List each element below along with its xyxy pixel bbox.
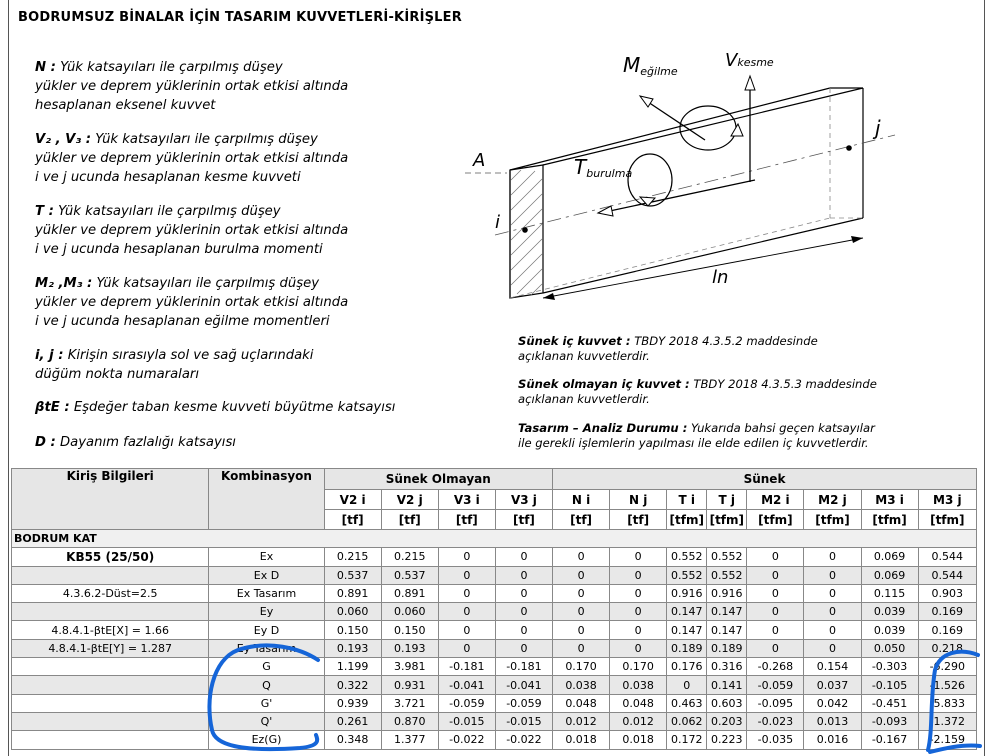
column-unit: [tf] [553,510,610,530]
design-forces-table [11,468,977,750]
value-cell: 0.038 [610,676,667,694]
value-cell: 0.069 [861,566,918,584]
value-cell: 0 [747,621,804,639]
value-cell: 0 [747,566,804,584]
column-header: V3 j [495,490,552,510]
value-cell: -0.095 [747,694,804,712]
column-header: M2 i [747,490,804,510]
value-cell: 0 [804,603,861,621]
value-cell: -0.035 [747,731,804,749]
value-cell: 0 [610,566,667,584]
value-cell: 0.537 [381,566,438,584]
definition-line: yükler ve deprem yüklerinin ortak etkisi altında [35,79,349,94]
value-cell: 0.348 [324,731,381,749]
value-cell: 0 [804,566,861,584]
value-cell: 0 [495,584,552,602]
value-cell: 0.189 [707,639,747,657]
definition-symbol: i, j : [35,348,64,363]
note-text: TBDY 2018 4.3.5.2 maddesinde [630,334,818,348]
column-header: V2 i [324,490,381,510]
value-cell: 0.154 [804,658,861,676]
value-cell: 0.916 [707,584,747,602]
value-cell: 0.147 [667,621,707,639]
definition-text: Yük katsayıları ile çarpılmış düşey [55,60,283,75]
value-cell: -6.290 [918,658,976,676]
header-kiris-bilgileri: Kiriş Bilgileri [12,469,209,530]
column-unit: [tf] [438,510,495,530]
moment-label: Meğilme [623,53,678,78]
note-heading: Sünek iç kuvvet : [518,334,631,348]
value-cell: 0.048 [553,694,610,712]
value-cell: 0.322 [324,676,381,694]
value-cell: 0.176 [667,658,707,676]
definition-item [35,398,455,417]
value-cell: 0 [438,621,495,639]
value-cell: -5.833 [918,694,976,712]
combination-cell: Ey Tasarım [209,639,324,657]
value-cell: 0.261 [324,712,381,730]
value-cell: 0.018 [553,731,610,749]
value-cell: 0.193 [381,639,438,657]
value-cell: 3.721 [381,694,438,712]
table-row [12,712,977,730]
value-cell: 0 [667,676,707,694]
value-cell: 0 [495,621,552,639]
value-cell: 0 [747,603,804,621]
definition-text: Kirişin sırasıyla sol ve sağ uçlarındaki [63,348,314,363]
element-info [12,731,209,749]
value-cell: -0.023 [747,712,804,730]
value-cell: 0 [495,603,552,621]
combination-cell: G' [209,694,324,712]
column-header: V3 i [438,490,495,510]
value-cell: 0 [747,548,804,566]
note-line: ile gerekli işlemlerin yapılması ile elde edilen iç kuvvetlerdir. [518,436,869,450]
value-cell: 0.038 [553,676,610,694]
value-cell: 0.891 [381,584,438,602]
value-cell: 0.215 [324,548,381,566]
value-cell: 0 [610,548,667,566]
value-cell: 0.048 [610,694,667,712]
value-cell: 0.039 [861,621,918,639]
column-header: T j [707,490,747,510]
column-header: V2 j [381,490,438,510]
header-sunek-olmayan: Sünek Olmayan [324,469,552,490]
value-cell: 0 [804,621,861,639]
definition-item [35,58,455,115]
definition-symbol: V₂ , V₃ : [35,132,92,147]
definition-line: yükler ve deprem yüklerinin ortak etkisi altında [35,295,349,310]
value-cell: -0.015 [495,712,552,730]
value-cell: 0 [495,639,552,657]
combination-cell: Q [209,676,324,694]
value-cell: -1.372 [918,712,976,730]
column-header: M3 i [861,490,918,510]
column-unit: [tfm] [707,510,747,530]
combination-cell: Ex [209,548,324,566]
value-cell: 0.169 [918,603,976,621]
element-info: 4.8.4.1-βtE[Y] = 1.287 [12,639,209,657]
element-info [12,712,209,730]
definition-symbol: T : [35,204,54,219]
value-cell: 1.377 [381,731,438,749]
section-row: BODRUM KAT [12,530,977,548]
combination-cell: Ey [209,603,324,621]
value-cell: -0.268 [747,658,804,676]
column-unit: [tf] [495,510,552,530]
value-cell: 0.603 [707,694,747,712]
value-cell: 0.039 [861,603,918,621]
value-cell: 0 [747,584,804,602]
column-header: M3 j [918,490,976,510]
value-cell: 0.552 [707,566,747,584]
value-cell: 0.203 [707,712,747,730]
value-cell: 0.170 [610,658,667,676]
value-cell: -0.041 [495,676,552,694]
value-cell: 0.115 [861,584,918,602]
column-unit: [tfm] [918,510,976,530]
value-cell: 0.037 [804,676,861,694]
definition-text: Yük katsayıları ile çarpılmış düşey [53,204,281,219]
combination-cell: Ex D [209,566,324,584]
element-info: 4.3.6.2-Düst=2.5 [12,584,209,602]
table-row [12,548,977,566]
header-sunek: Sünek [553,469,977,490]
value-cell: 0.891 [324,584,381,602]
value-cell: -0.181 [495,658,552,676]
value-cell: -0.041 [438,676,495,694]
note-item [518,334,938,364]
value-cell: 0.544 [918,548,976,566]
value-cell: -0.181 [438,658,495,676]
definition-text: Eşdeğer taban kesme kuvveti büyütme katsayısı [69,400,396,415]
node-i-dot [522,227,528,233]
value-cell: 0 [804,639,861,657]
column-header: T i [667,490,707,510]
definition-line: i ve j ucunda hesaplanan kesme kuvveti [35,170,301,185]
value-cell: 0.552 [667,566,707,584]
column-unit: [tf] [381,510,438,530]
value-cell: 0 [553,548,610,566]
value-cell: -0.059 [747,676,804,694]
page-title: BODRUMSUZ BİNALAR İÇİN TASARIM KUVVETLERİ-KİRİŞLER [18,10,462,25]
definition-item [35,346,455,384]
definition-text: Yük katsayıları ile çarpılmış düşey [91,132,318,147]
column-unit: [tfm] [747,510,804,530]
definition-item [35,274,455,331]
definition-symbol: N : [35,60,56,75]
table-row [12,584,977,602]
value-cell: -0.093 [861,712,918,730]
value-cell: 0 [610,603,667,621]
value-cell: 0.013 [804,712,861,730]
value-cell: 0 [438,584,495,602]
value-cell: 0 [610,621,667,639]
value-cell: 0.193 [324,639,381,657]
note-line: açıklanan kuvvetlerdir. [518,349,650,363]
column-unit: [tfm] [804,510,861,530]
value-cell: 0.141 [707,676,747,694]
element-info [12,658,209,676]
table-row [12,566,977,584]
value-cell: 0.189 [667,639,707,657]
combination-cell: Q' [209,712,324,730]
torsion-label: Tburulma [574,155,633,180]
value-cell: 0 [747,639,804,657]
definition-item [35,130,455,187]
value-cell: 0.150 [381,621,438,639]
element-info: 4.8.4.1-βtE[X] = 1.66 [12,621,209,639]
value-cell: 0 [438,566,495,584]
combination-cell: Ex Tasarım [209,584,324,602]
definition-line: hesaplanan eksenel kuvvet [35,98,216,113]
value-cell: 0.552 [707,548,747,566]
table-row [12,676,977,694]
value-cell: 0.060 [324,603,381,621]
table-row [12,658,977,676]
value-cell: 0.218 [918,639,976,657]
value-cell: 0 [553,584,610,602]
value-cell: 0.537 [324,566,381,584]
definition-text: Yük katsayıları ile çarpılmış düşey [92,276,319,291]
value-cell: 0 [495,566,552,584]
value-cell: 0.903 [918,584,976,602]
definition-item [35,433,455,452]
value-cell: 0.172 [667,731,707,749]
value-cell: 0.012 [610,712,667,730]
column-header: N i [553,490,610,510]
table-row [12,694,977,712]
value-cell: -0.105 [861,676,918,694]
definition-line: yükler ve deprem yüklerinin ortak etkisi altında [35,151,349,166]
definition-symbol: M₂ ,M₃ : [35,276,93,291]
element-info [12,603,209,621]
value-cell: 0 [553,603,610,621]
table-row [12,639,977,657]
note-item [518,377,938,407]
value-cell: 0.215 [381,548,438,566]
value-cell: 0.069 [861,548,918,566]
value-cell: -2.159 [918,731,976,749]
value-cell: -0.167 [861,731,918,749]
value-cell: 0.018 [610,731,667,749]
definition-line: düğüm nokta numaraları [35,367,199,382]
value-cell: -0.022 [495,731,552,749]
note-heading: Sünek olmayan iç kuvvet : [518,377,690,391]
value-cell: -0.451 [861,694,918,712]
value-cell: 0.050 [861,639,918,657]
label-ln: ln [712,267,729,288]
value-cell: 1.199 [324,658,381,676]
value-cell: 0 [553,639,610,657]
value-cell: 0.939 [324,694,381,712]
table-row [12,603,977,621]
combination-cell: Ey D [209,621,324,639]
definition-line: yükler ve deprem yüklerinin ortak etkisi altında [35,223,349,238]
value-cell: 0 [438,639,495,657]
element-info [12,694,209,712]
value-cell: 0.147 [707,603,747,621]
value-cell: -0.059 [438,694,495,712]
node-j-dot [846,145,852,151]
value-cell: 0.870 [381,712,438,730]
value-cell: 0 [610,584,667,602]
label-i: i [495,212,501,233]
value-cell: 0 [438,603,495,621]
value-cell: 0.042 [804,694,861,712]
table-row [12,731,977,749]
value-cell: 0.316 [707,658,747,676]
value-cell: 0.150 [324,621,381,639]
definition-line: i ve j ucunda hesaplanan eğilme momentleri [35,314,330,329]
combination-cell: Ez(G) [209,731,324,749]
value-cell: 0.223 [707,731,747,749]
note-heading: Tasarım – Analiz Durumu : [518,421,688,435]
value-cell: 0 [804,584,861,602]
note-item [518,421,938,451]
value-cell: 3.981 [381,658,438,676]
element-info [12,676,209,694]
column-unit: [tf] [324,510,381,530]
value-cell: 0.147 [667,603,707,621]
shear-label: Vkesme [725,50,774,71]
value-cell: -0.022 [438,731,495,749]
definition-item [35,202,455,259]
value-cell: 0.931 [381,676,438,694]
column-header: N j [610,490,667,510]
value-cell: 0.012 [553,712,610,730]
definition-symbol: βtE : [35,400,70,415]
value-cell: 0.463 [667,694,707,712]
value-cell: 0.060 [381,603,438,621]
value-cell: 0 [553,566,610,584]
value-cell: -0.303 [861,658,918,676]
definition-symbol: D : [35,435,56,450]
element-info [12,566,209,584]
label-a: A [473,150,486,171]
value-cell: 0.062 [667,712,707,730]
note-text: TBDY 2018 4.3.5.3 maddesinde [689,377,877,391]
value-cell: -0.059 [495,694,552,712]
column-unit: [tfm] [861,510,918,530]
table-row [12,621,977,639]
definition-line: i ve j ucunda hesaplanan burulma momenti [35,242,323,257]
note-text: Yukarıda bahsi geçen katsayılar [687,421,875,435]
value-cell: 0.544 [918,566,976,584]
definition-text: Dayanım fazlalığı katsayısı [55,435,236,450]
value-cell: 0 [610,639,667,657]
value-cell: -0.015 [438,712,495,730]
value-cell: -1.526 [918,676,976,694]
header-kombinasyon: Kombinasyon [209,469,324,530]
beam-diagram [455,40,925,310]
column-header: M2 j [804,490,861,510]
value-cell: 0.147 [707,621,747,639]
value-cell: 0 [495,548,552,566]
value-cell: 0.170 [553,658,610,676]
value-cell: 0.916 [667,584,707,602]
combination-cell: G [209,658,324,676]
value-cell: 0 [804,548,861,566]
column-unit: [tfm] [667,510,707,530]
value-cell: 0.016 [804,731,861,749]
value-cell: 0.552 [667,548,707,566]
value-cell: 0 [553,621,610,639]
element-name: KB55 (25/50) [12,548,209,566]
note-line: açıklanan kuvvetlerdir. [518,392,650,406]
column-unit: [tf] [610,510,667,530]
label-j: j [875,116,881,140]
value-cell: 0.169 [918,621,976,639]
value-cell: 0 [438,548,495,566]
